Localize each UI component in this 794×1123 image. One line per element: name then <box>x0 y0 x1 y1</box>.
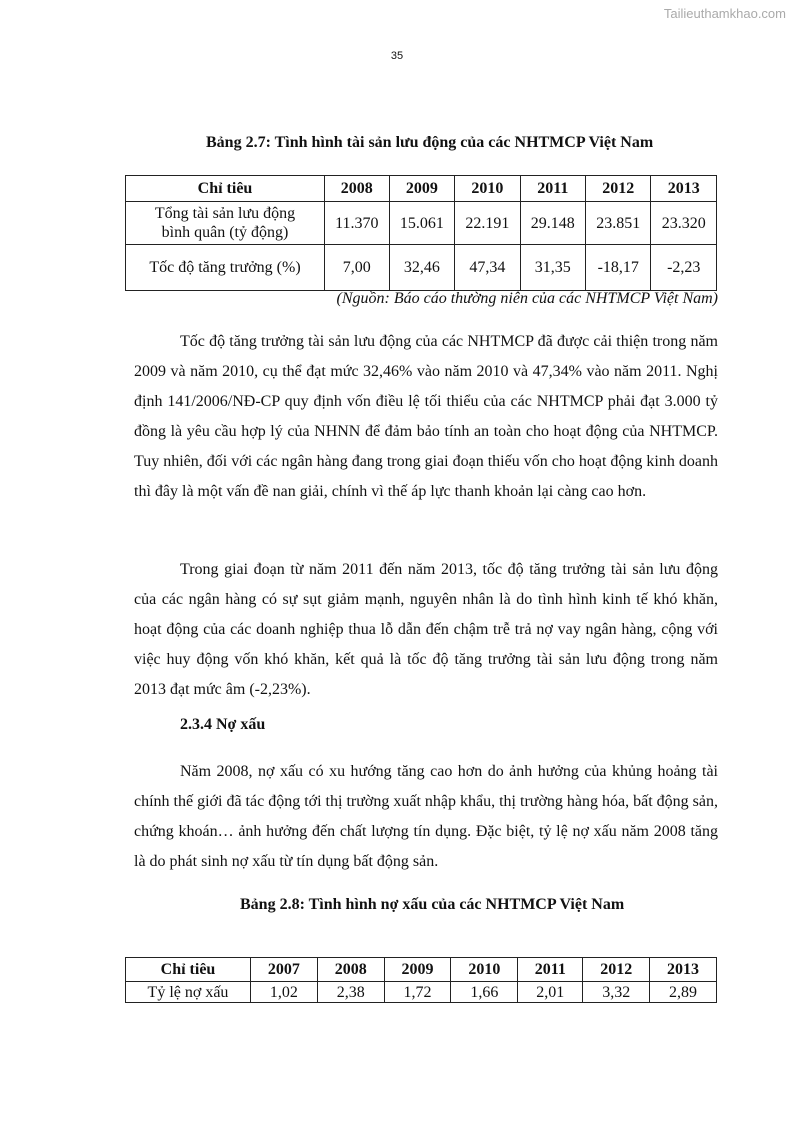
table-cell: 7,00 <box>325 245 390 291</box>
table-cell: 31,35 <box>520 245 585 291</box>
column-header: 2009 <box>389 176 454 202</box>
table1-source: (Nguồn: Báo cáo thường niên của các NHTMCP Việt Nam) <box>336 290 718 307</box>
column-header: 2008 <box>325 176 390 202</box>
table-row <box>126 982 717 1003</box>
table-cell: 2,89 <box>650 982 717 1003</box>
column-header: 2007 <box>251 958 318 982</box>
table-row <box>126 202 717 245</box>
table-cell: 15.061 <box>389 202 454 245</box>
watermark: Tailieuthamkhao.com <box>663 6 786 21</box>
paragraph: Tốc độ tăng trưởng tài sản lưu động của các NHTMCP đã được cải thiện trong năm 2009 và năm 2010, cụ thể đạt mức 32,46% vào năm 2010 và 47,34% vào năm 2011. Nghị định 141/2006/NĐ-CP quy định vốn điều lệ tối thiểu của các NHTMCP phải đạt 3.000 tỷ đồng là yêu cầu hợp lý của NHNN để đảm bảo tính an toàn cho hoạt động của NHTMCP. Tuy nhiên, đối với các ngân hàng đang trong giai đoạn thiếu vốn cho hoạt động kinh doanh thì đây là một vấn đề nan giải, chính vì thế áp lực thanh khoản lại càng cao hơn. <box>134 333 718 500</box>
column-header: 2009 <box>384 958 451 982</box>
table-cell: Tỷ lệ nợ xấu <box>126 982 251 1003</box>
column-header: 2013 <box>650 958 717 982</box>
paragraph: Trong giai đoạn từ năm 2011 đến năm 2013, tốc độ tăng trưởng tài sản lưu động của các ngân hàng có sự sụt giảm mạnh, nguyên nhân là do tình hình kinh tế khó khăn, hoạt động của các doanh nghiệp thua lỗ dẫn đến chậm trễ trả nợ vay ngân hàng, cộng với việc huy động vốn khó khăn, kết quả là tốc độ tăng trưởng tài sản lưu động trong năm 2013 đạt mức âm (-2,23%). <box>134 561 718 698</box>
table1-caption: Bảng 2.7: Tình hình tài sản lưu động của các NHTMCP Việt Nam <box>206 134 654 151</box>
section-heading: 2.3.4 Nợ xấu <box>180 716 266 733</box>
table-cell: 32,46 <box>389 245 454 291</box>
table-bad-debt <box>125 957 717 1003</box>
table-cell: 1,72 <box>384 982 451 1003</box>
table-cell: 47,34 <box>455 245 520 291</box>
table-cell: 3,32 <box>583 982 650 1003</box>
table-cell: 11.370 <box>325 202 390 245</box>
table-cell: -2,23 <box>651 245 717 291</box>
table-cell: 1,66 <box>451 982 518 1003</box>
table-cell: 22.191 <box>455 202 520 245</box>
column-header: 2011 <box>520 176 585 202</box>
table-cell: 29.148 <box>520 202 585 245</box>
table-cell: Tốc độ tăng trưởng (%) <box>126 245 325 291</box>
column-header: 2010 <box>451 958 518 982</box>
page-number: 35 <box>390 50 404 62</box>
table-cell: 2,01 <box>518 982 583 1003</box>
table-cell: 1,02 <box>251 982 318 1003</box>
column-header: 2012 <box>586 176 651 202</box>
table-header-row <box>126 176 717 202</box>
column-header: 2013 <box>651 176 717 202</box>
table-header-row <box>126 958 717 982</box>
table-cell: 23.320 <box>651 202 717 245</box>
table2-caption: Bảng 2.8: Tình hình nợ xấu của các NHTMCP Việt Nam <box>240 896 625 913</box>
table-current-assets <box>125 175 717 291</box>
table-cell: Tổng tài sản lưu động bình quân (tỷ động) <box>126 202 325 245</box>
column-header: 2012 <box>583 958 650 982</box>
column-header: 2011 <box>518 958 583 982</box>
column-header: 2008 <box>317 958 384 982</box>
table-cell: 23.851 <box>586 202 651 245</box>
table-cell: 2,38 <box>317 982 384 1003</box>
table-row <box>126 245 717 291</box>
column-header: 2010 <box>455 176 520 202</box>
paragraph: Năm 2008, nợ xấu có xu hướng tăng cao hơn do ảnh hưởng của khủng hoảng tài chính thế giới đã tác động tới thị trường xuất nhập khẩu, thị trường hàng hóa, bất động sản, chứng khoán… ảnh hưởng đến chất lượng tín dụng. Đặc biệt, tỷ lệ nợ xấu năm 2008 tăng là do phát sinh nợ xấu từ tín dụng bất động sản. <box>134 763 718 870</box>
column-header: Chỉ tiêu <box>126 958 251 982</box>
column-header: Chỉ tiêu <box>126 176 325 202</box>
table-cell: -18,17 <box>586 245 651 291</box>
